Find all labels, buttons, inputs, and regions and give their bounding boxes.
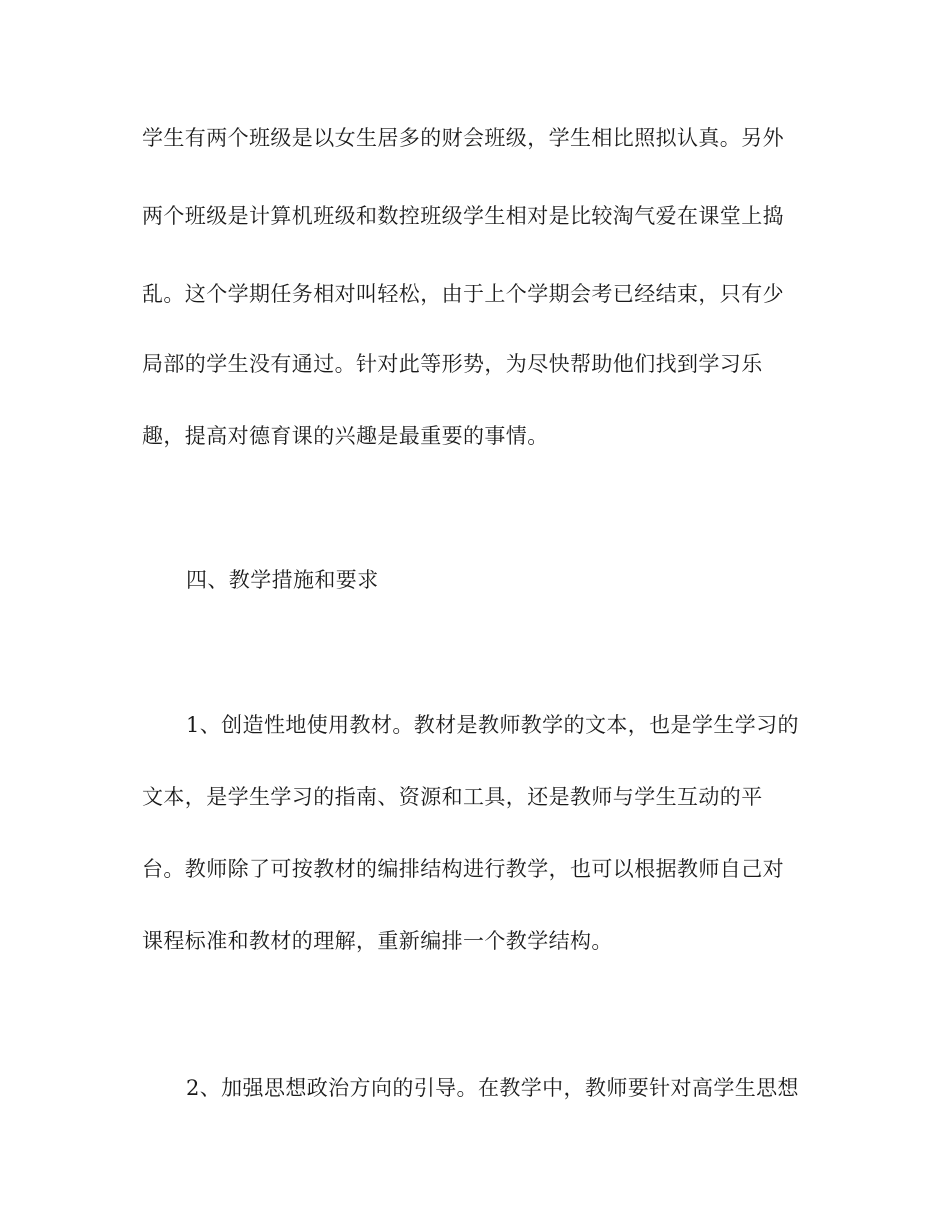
- text-line: 两个班级是计算机班级和数控班级学生相对是比较淘气爱在课堂上捣: [142, 204, 784, 228]
- text-line: 1、创造性地使用教材。教材是教师教学的文本，也是学生学习的: [186, 713, 799, 737]
- text-line: 文本，是学生学习的指南、资源和工具，还是教师与学生互动的平: [142, 785, 763, 809]
- text-line: 学生有两个班级是以女生居多的财会班级，学生相比照拟认真。另外: [142, 126, 784, 150]
- text-line: 2、加强思想政治方向的引导。在教学中，教师要针对高学生思想: [186, 1076, 799, 1100]
- section-heading: 四、教学措施和要求: [186, 568, 379, 592]
- text-line: 局部的学生没有通过。针对此等形势，为尽快帮助他们找到学习乐: [142, 352, 763, 376]
- text-line: 台。教师除了可按教材的编排结构进行教学，也可以根据教师自己对: [142, 857, 784, 881]
- text-line: 趣，提高对德育课的兴趣是最重要的事情。: [142, 424, 549, 448]
- text-line: 乱。这个学期任务相对叫轻松，由于上个学期会考已经结束，只有少: [142, 282, 784, 306]
- text-line: 课程标准和教材的理解，重新编排一个教学结构。: [142, 929, 613, 953]
